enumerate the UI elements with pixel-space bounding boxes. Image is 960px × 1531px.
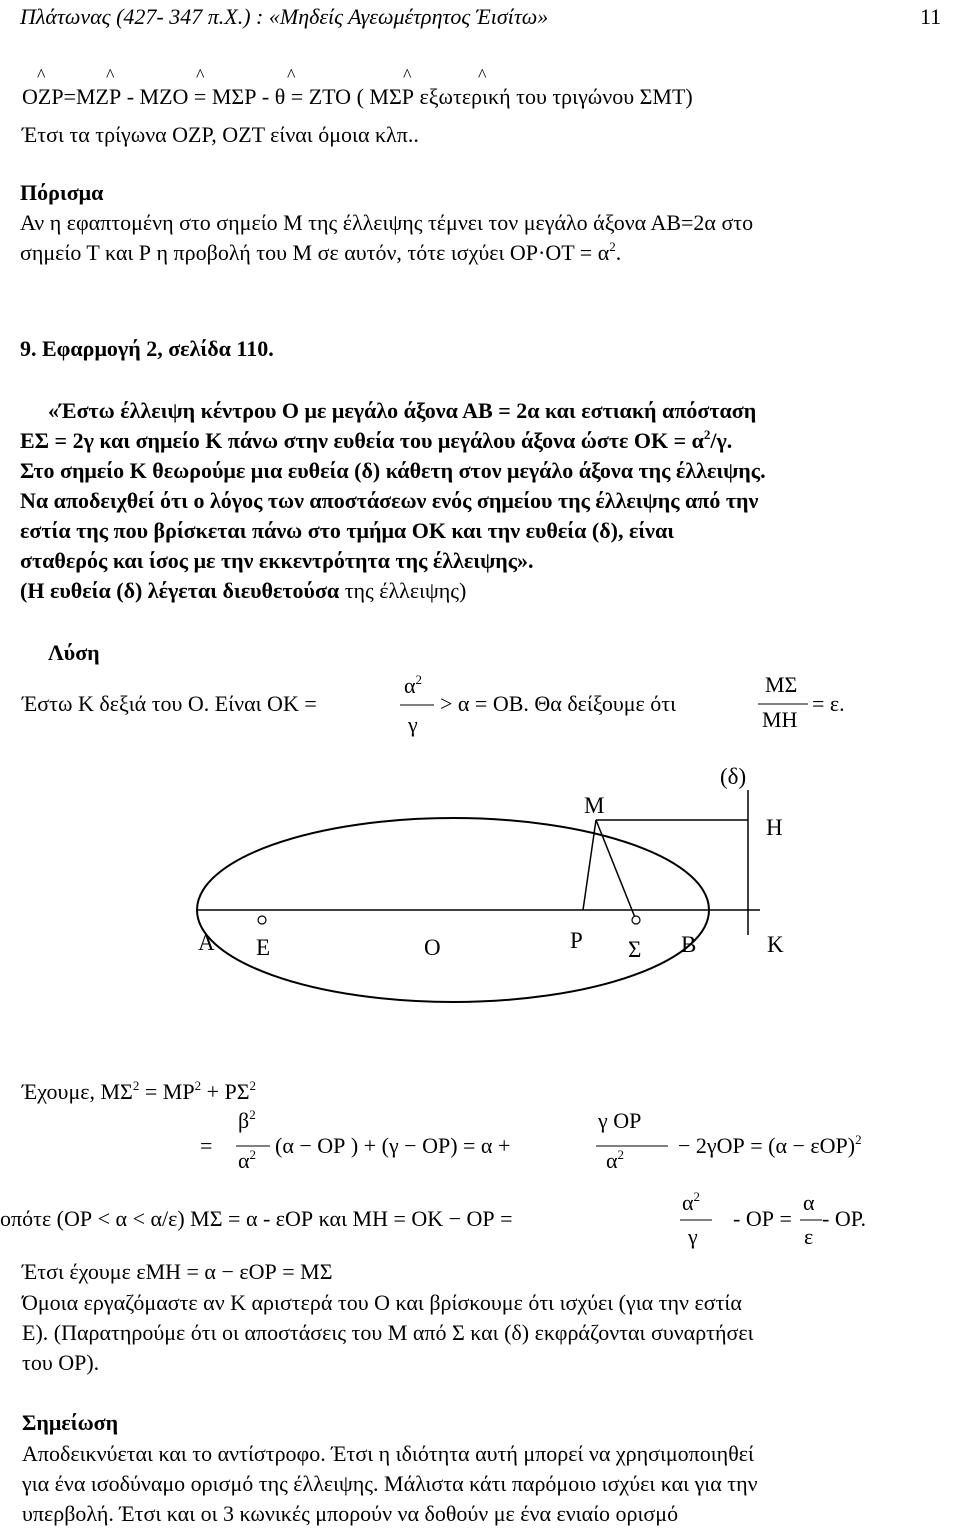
text-line: σημείο Τ και Ρ η προβολή του Μ σε αυτόν, τότε ισχύει $OP\cdot OT = \alpha^2$.: [20, 239, 622, 265]
text-line: Έτσι έχουμε εΜΗ = α − εΟΡ = ΜΣ: [22, 1259, 333, 1284]
directrix-note: (Η ευθεία (δ) λέγεται διευθετούσα της έλλειψης): [20, 578, 467, 603]
label-P: Ρ: [570, 928, 583, 953]
fraction-numerator: γ ΟΡ: [598, 1108, 642, 1133]
label-H: Η: [766, 815, 783, 840]
label-M: Μ: [584, 793, 605, 818]
text-line: για ένα ισοδύναμο ορισμό της έλλειψης. Μάλιστα κάτι παρόμοιο ισχύει και για την: [22, 1471, 758, 1496]
label-K: Κ: [767, 932, 784, 957]
problem-text: εστία της που βρίσκεται πάνω στο τμήμα ΟΚ και την ευθεία (δ), είναι: [20, 518, 675, 543]
problem-text: Στο σημείο Κ θεωρούμε μια ευθεία (δ) κάθετη στον μεγάλο άξονα της έλλειψης.: [20, 458, 766, 483]
equation-line: - ΟΡ =: [733, 1206, 792, 1231]
fraction-denominator: $\alpha^2$: [238, 1147, 257, 1173]
equation-line: οπότε (ΟΡ < α < α/ε) ΜΣ = α - εΟΡ και ΜΗ = ΟΚ − ΟΡ =: [0, 1206, 513, 1231]
page-number: 11: [920, 4, 942, 29]
problem-text: ΕΣ = 2γ και σημείο Κ πάνω στην ευθεία του μεγάλου άξονα ώστε $OK = \alpha^2/\gamma$.: [20, 427, 733, 453]
fraction-numerator: $\alpha^2$: [404, 672, 423, 698]
text-line: Αν η εφαπτομένη στο σημείο Μ της έλλειψης τέμνει τον μεγάλο άξονα ΑΒ=2α στο: [20, 210, 754, 235]
fraction-numerator: α: [803, 1190, 815, 1215]
equation-symbol: =: [200, 1133, 213, 1158]
section-heading: 9. Εφαρμογή 2, σελίδα 110.: [20, 336, 274, 361]
solution-line: > α = ΟΒ. Θα δείξουμε ότι: [440, 691, 677, 716]
problem-text: σταθερός και ίσος με την εκκεντρότητα της έλλειψης».: [20, 548, 534, 573]
solution-heading: Λύση: [48, 640, 100, 665]
hat-mark: ^: [478, 65, 487, 85]
problem-text: «Έστω έλλειψη κέντρου Ο με μεγάλο άξονα ΑΒ = 2α και εστιακή απόσταση: [48, 398, 757, 423]
porisma-heading: Πόρισμα: [20, 180, 104, 205]
solution-line: Έστω Κ δεξιά του Ο. Είναι ΟΚ =: [22, 691, 317, 716]
text-line: του ΟΡ).: [22, 1350, 100, 1375]
text-line: Όμοια εργαζόμαστε αν Κ αριστερά του Ο και βρίσκουμε ότι ισχύει (για την εστία: [22, 1290, 742, 1315]
fraction-denominator: ε: [804, 1224, 814, 1249]
fraction-denominator: $\alpha^2$: [606, 1147, 625, 1173]
label-O: Ο: [424, 935, 441, 960]
text-line: Αποδεικνύεται και το αντίστροφο. Έτσι η ιδιότητα αυτή μπορεί να χρησιμοποιηθεί: [22, 1441, 754, 1466]
fraction-denominator: γ: [408, 712, 418, 737]
label-delta: (δ): [720, 764, 747, 789]
label-A: Α: [198, 930, 215, 955]
hat-mark: ^: [37, 65, 46, 85]
angle-line: ΟΖΡ=ΜΖΡ - ΜΖΟ = ΜΣΡ - θ = ΖΤΟ ( ΜΣΡ εξωτερική του τριγώνου ΣΜΤ): [22, 84, 693, 109]
problem-text: Να αποδειχθεί ότι ο λόγος των αποστάσεων ενός σημείου της έλλειψης από την: [20, 488, 759, 513]
label-E: Ε: [256, 935, 271, 960]
equation-body: (α − ΟΡ ) + (γ − ΟΡ) = α +: [275, 1133, 511, 1158]
equation-line: - ΟΡ.: [822, 1206, 867, 1231]
equation-line: Έχουμε, $M\Sigma^2 = MP^2 + P\Sigma^2$: [22, 1078, 257, 1104]
note-heading: Σημείωση: [22, 1410, 119, 1435]
fraction-numerator: ΜΣ: [765, 672, 798, 697]
fraction-denominator: ΜΗ: [762, 707, 798, 732]
page-header-title: Πλάτωνας (427- 347 π.Χ.) : «Μηδείς Αγεωμέτρητος Έισίτω»: [20, 4, 549, 29]
hat-mark: ^: [106, 65, 115, 85]
text-line: Ε). (Παρατηρούμε ότι οι αποστάσεις του Μ από Σ και (δ) εκφράζονται συναρτήσει: [22, 1320, 754, 1345]
hat-mark: ^: [196, 65, 205, 85]
text-line: Έτσι τα τρίγωνα ΟΖΡ, ΟΖΤ είναι όμοια κλπ..: [22, 122, 419, 147]
fraction-numerator: $\beta^2$: [238, 1107, 256, 1133]
label-B: Β: [681, 932, 697, 957]
solution-line: = ε.: [812, 691, 845, 716]
fraction-denominator: γ: [688, 1224, 698, 1249]
text-line: υπερβολή. Έτσι και οι 3 κωνικές μπορούν να δοθούν με ένα ενιαίο ορισμό: [22, 1501, 679, 1526]
label-S: Σ: [628, 937, 642, 962]
hat-mark: ^: [287, 65, 296, 85]
equation-tail: − $2\gamma OP = (\alpha - \varepsilon OP)^2$: [678, 1132, 862, 1158]
hat-mark: ^: [403, 65, 412, 85]
fraction-numerator: $\alpha^2$: [682, 1189, 701, 1215]
